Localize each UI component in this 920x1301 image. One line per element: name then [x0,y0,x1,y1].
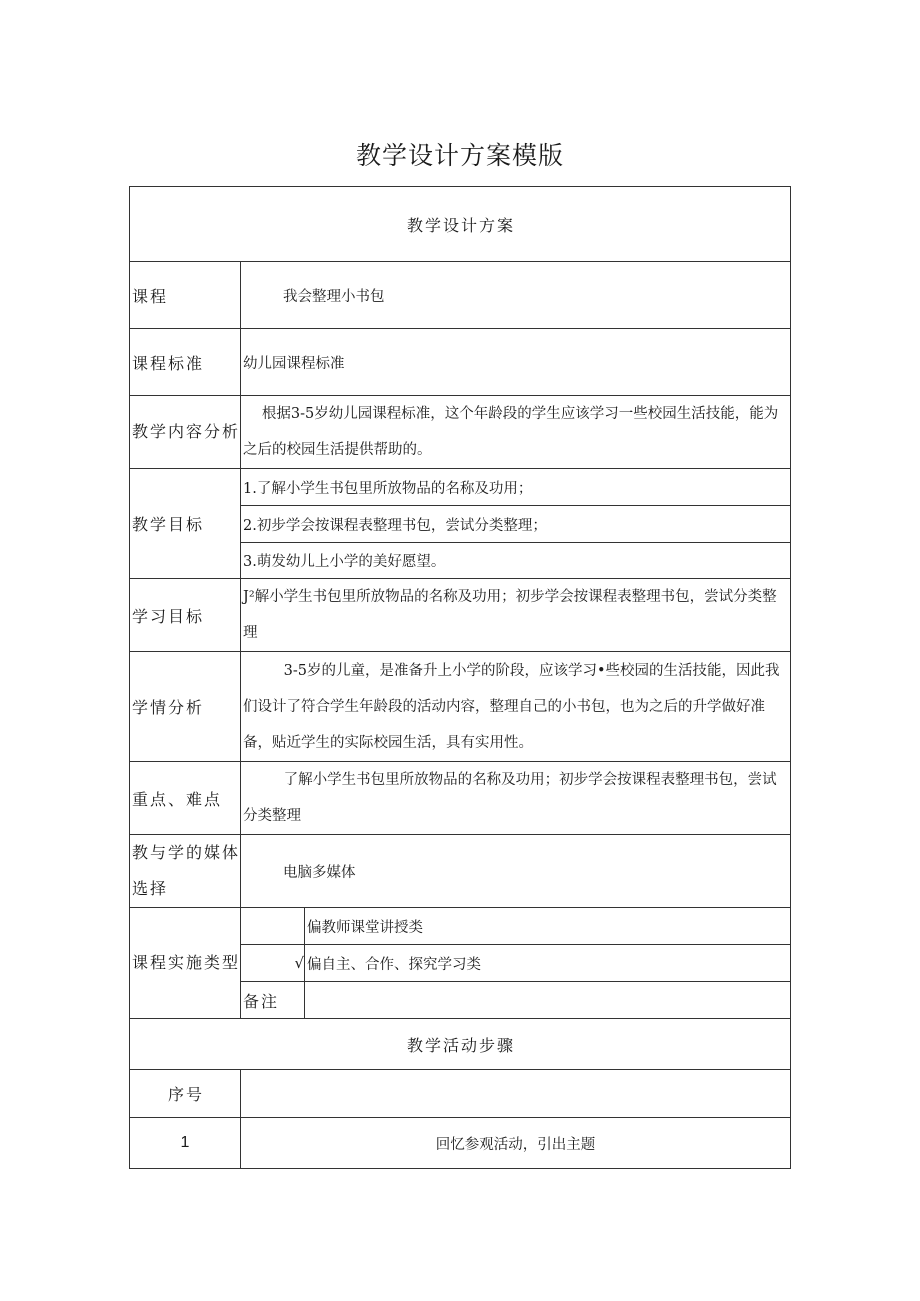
learning-goals-label: 学习目标 [130,579,241,652]
course-type-check[interactable]: √ [241,945,305,982]
media-value: 电脑多媒体 [241,835,791,908]
seq-header-row [130,1070,791,1118]
standard-row [130,329,791,396]
situation-row [130,652,791,762]
content-analysis-row [130,396,791,469]
teaching-goal-item: 2.初步学会按课程表整理书包，尝试分类整理； [241,506,791,543]
key-points-row [130,762,791,835]
course-value: 我会整理小书包 [241,262,791,329]
learning-goals-row [130,579,791,652]
situation-label: 学情分析 [130,652,241,762]
learning-goals-value: J²解小学生书包里所放物品的名称及功用；初步学会按课程表整理书包，尝试分类整理 [241,579,791,652]
table-header: 教学设计方案 [130,187,791,262]
standard-value: 幼儿园课程标准 [241,329,791,396]
table-row [130,1118,791,1169]
remark-label: 备注 [241,982,305,1019]
table-header-row [130,187,791,262]
seq-label: 序号 [130,1070,241,1118]
steps-header-row [130,1019,791,1070]
teaching-goal-item: 1.了解小学生书包里所放物品的名称及功用； [241,469,791,506]
content-analysis-value: 根据3-5岁幼儿园课程标准，这个年龄段的学生应该学习一些校园生活技能，能为之后的校园生活提供帮助的。 [241,396,791,469]
course-row [130,262,791,329]
media-row [130,835,791,908]
steps-header: 教学活动步骤 [130,1019,791,1070]
situation-value: 3-5岁的儿童，是准备升上小学的阶段，应该学习•些校园的生活技能，因此我们设计了符合学生年龄段的活动内容，整理自己的小书包，也为之后的升学做好准备，贴近学生的实际校园生活，具有实用性。 [241,652,791,762]
seq-header-blank [241,1070,791,1118]
remark-value[interactable] [305,982,791,1019]
course-type-label: 课程实施类型 [130,908,241,1019]
key-points-label: 重点、难点 [130,762,241,835]
key-points-value: 了解小学生书包里所放物品的名称及功用；初步学会按课程表整理书包，尝试分类整理 [241,762,791,835]
course-type-option: 偏自主、合作、探究学习类 [305,945,791,982]
course-label: 课程 [130,262,241,329]
media-label: 教与学的媒体选择 [130,835,241,908]
course-type-option: 偏教师课堂讲授类 [305,908,791,945]
content-analysis-label: 教学内容分析 [130,396,241,469]
lesson-plan-table [129,186,791,1169]
teaching-goals-label: 教学目标 [130,469,241,579]
step-text: 回忆参观活动，引出主题 [241,1118,791,1169]
course-type-check[interactable] [241,908,305,945]
teaching-goal-item: 3.萌发幼儿上小学的美好愿望。 [241,543,791,579]
teaching-goal-row-1 [130,469,791,506]
standard-label: 课程标准 [130,329,241,396]
step-number: 1 [130,1118,241,1169]
page-title: 教学设计方案模版 [355,141,564,170]
course-type-row-1 [130,908,791,945]
